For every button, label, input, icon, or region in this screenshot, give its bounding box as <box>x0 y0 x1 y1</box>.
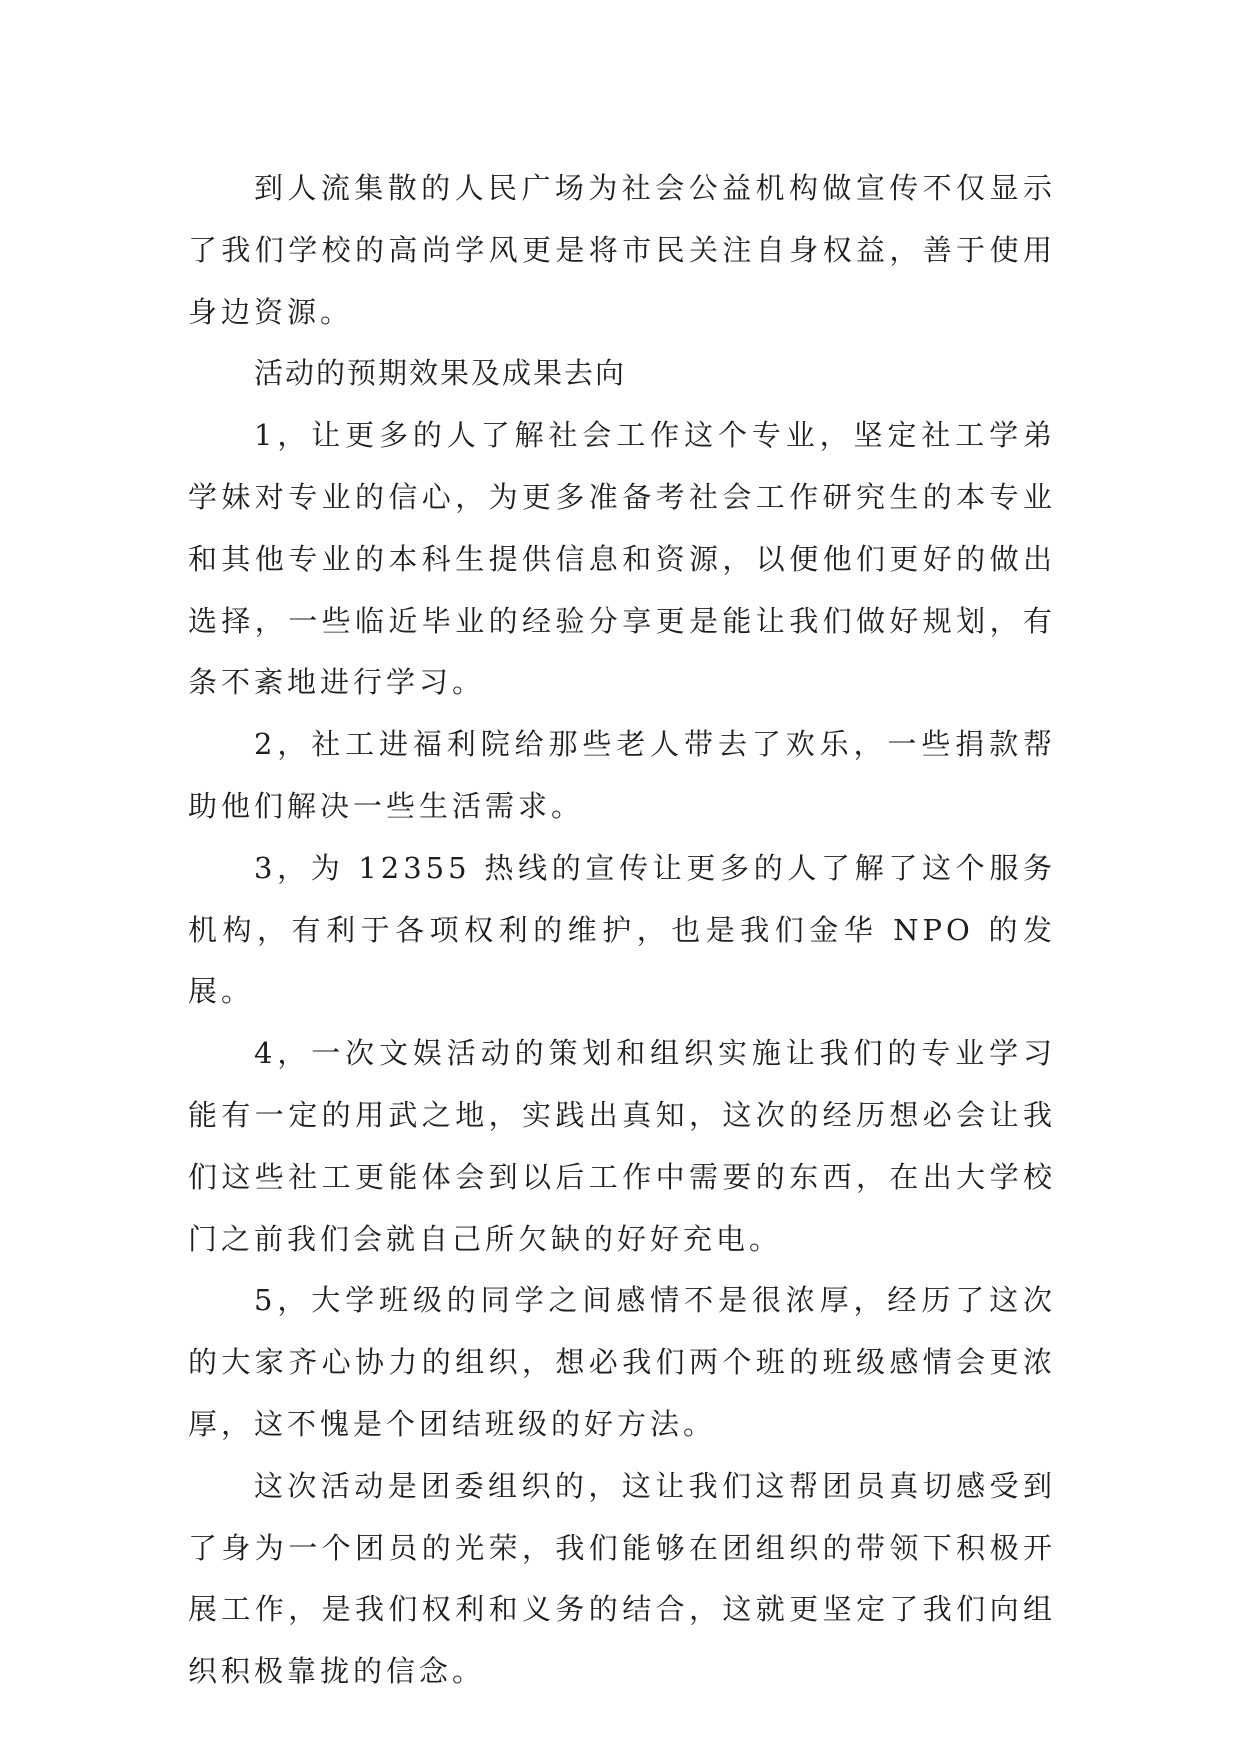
document-body <box>188 158 1056 1703</box>
list-item-5: 5，大学班级的同学之间感情不是很浓厚，经历了这次的大家齐心协力的组织，想必我们两个班的班级感情会更浓厚，这不愧是个团结班级的好方法。 <box>188 1283 1056 1441</box>
list-item-3: 3，为 12355 热线的宣传让更多的人了解了这个服务机构，有利于各项权利的维护，也是我们金华 NPO 的发展。 <box>188 850 1056 1009</box>
paragraph-intro: 到人流集散的人民广场为社会公益机构做宣传不仅显示了我们学校的高尚学风更是将市民关注自身权益，善于使用身边资源。 <box>188 171 1056 329</box>
list-item-2: 2，社工进福利院给那些老人带去了欢乐，一些捐款帮助他们解决一些生活需求。 <box>188 727 1056 823</box>
list-item-1: 1，让更多的人了解社会工作这个专业，坚定社工学弟学妹对专业的信心，为更多准备考社会工作研究生的本专业和其他专业的本科生提供信息和资源，以便他们更好的做出选择，一些临近毕业的经验分享更是能让我们做好规划，有条不紊地进行学习。 <box>188 418 1056 700</box>
paragraph-conclusion: 这次活动是团委组织的，这让我们这帮团员真切感受到了身为一个团员的光荣，我们能够在团组织的带领下积极开展工作，是我们权利和义务的结合，这就更坚定了我们向组织积极靠拢的信念。 <box>188 1468 1056 1689</box>
list-item-4: 4，一次文娱活动的策划和组织实施让我们的专业学习能有一定的用武之地，实践出真知，这次的经历想必会让我们这些社工更能体会到以后工作中需要的东西，在出大学校门之前我们会就自己所欠缺的好好充电。 <box>188 1036 1056 1256</box>
section-heading: 活动的预期效果及成果去向 <box>254 356 627 391</box>
